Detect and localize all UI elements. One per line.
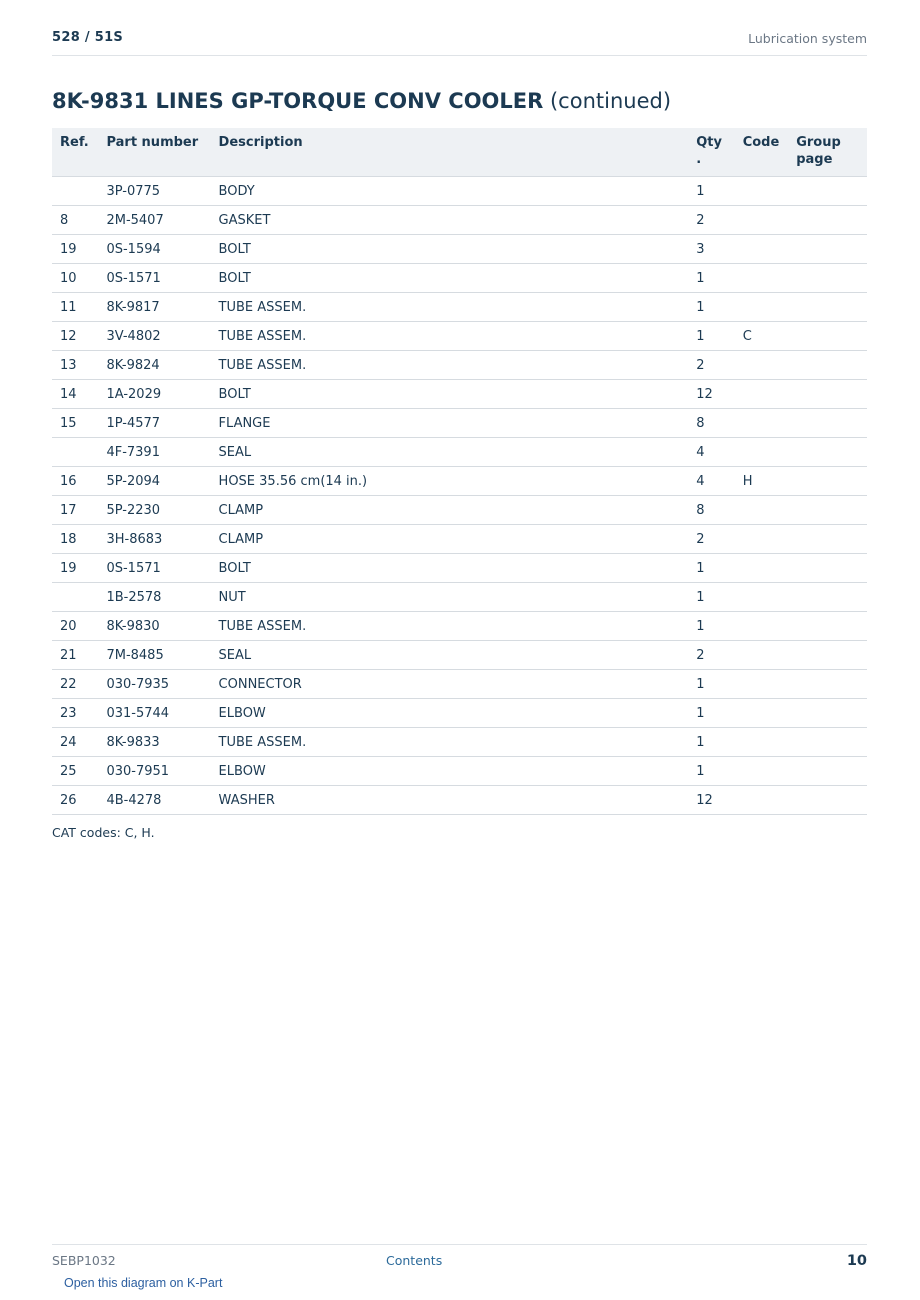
cell-description: GASKET xyxy=(211,206,689,235)
page-footer xyxy=(52,1244,867,1275)
cell-ref: 17 xyxy=(52,496,98,525)
cell-description: SEAL xyxy=(211,641,689,670)
cell-part-number: 0S-1594 xyxy=(98,235,210,264)
cell-qty: 12 xyxy=(688,786,734,815)
table-row xyxy=(52,293,867,322)
cell-ref: 16 xyxy=(52,467,98,496)
cell-ref: 22 xyxy=(52,670,98,699)
cell-part-number: 3H-8683 xyxy=(98,525,210,554)
parts-table-body xyxy=(52,177,867,815)
cell-part-number: 3P-0775 xyxy=(98,177,210,206)
cell-code xyxy=(735,525,789,554)
cell-group-page xyxy=(788,264,867,293)
table-row xyxy=(52,496,867,525)
cell-code xyxy=(735,786,789,815)
cell-code xyxy=(735,699,789,728)
cell-qty: 12 xyxy=(688,380,734,409)
page-number: 10 xyxy=(846,1253,867,1269)
table-row xyxy=(52,351,867,380)
cell-qty: 1 xyxy=(688,670,734,699)
cell-qty: 4 xyxy=(688,438,734,467)
cell-code xyxy=(735,177,789,206)
table-row xyxy=(52,757,867,786)
cell-group-page xyxy=(788,728,867,757)
title-main: 8K-9831 LINES GP-TORQUE CONV COOLER xyxy=(52,89,544,113)
parts-table xyxy=(52,128,867,815)
cell-description: TUBE ASSEM. xyxy=(211,351,689,380)
cell-description: BOLT xyxy=(211,380,689,409)
cell-part-number: 8K-9817 xyxy=(98,293,210,322)
cell-description: BOLT xyxy=(211,554,689,583)
cell-qty: 8 xyxy=(688,409,734,438)
cell-ref xyxy=(52,583,98,612)
cell-qty: 4 xyxy=(688,467,734,496)
cell-description: SEAL xyxy=(211,438,689,467)
cell-qty: 1 xyxy=(688,264,734,293)
cell-ref: 15 xyxy=(52,409,98,438)
cell-group-page xyxy=(788,409,867,438)
cell-group-page xyxy=(788,177,867,206)
table-row xyxy=(52,554,867,583)
header-code: Code xyxy=(735,128,789,177)
cell-ref: 12 xyxy=(52,322,98,351)
table-row xyxy=(52,438,867,467)
header-group-line1: Group xyxy=(796,135,841,150)
cell-part-number: 8K-9833 xyxy=(98,728,210,757)
table-row xyxy=(52,177,867,206)
cell-part-number: 031-5744 xyxy=(98,699,210,728)
cell-qty: 1 xyxy=(688,728,734,757)
table-row xyxy=(52,409,867,438)
cell-part-number: 1A-2029 xyxy=(98,380,210,409)
cell-part-number: 1B-2578 xyxy=(98,583,210,612)
page-header xyxy=(52,28,867,56)
cell-description: ELBOW xyxy=(211,699,689,728)
cell-code xyxy=(735,583,789,612)
cell-ref: 21 xyxy=(52,641,98,670)
cell-group-page xyxy=(788,525,867,554)
cell-part-number: 2M-5407 xyxy=(98,206,210,235)
header-qty xyxy=(688,128,734,177)
cell-description: WASHER xyxy=(211,786,689,815)
cell-qty: 1 xyxy=(688,554,734,583)
cell-part-number: 030-7951 xyxy=(98,757,210,786)
cell-part-number: 3V-4802 xyxy=(98,322,210,351)
table-row xyxy=(52,380,867,409)
table-row xyxy=(52,583,867,612)
cell-code xyxy=(735,380,789,409)
table-row xyxy=(52,670,867,699)
cell-group-page xyxy=(788,641,867,670)
cell-ref: 10 xyxy=(52,264,98,293)
cell-part-number: 8K-9824 xyxy=(98,351,210,380)
header-description: Description xyxy=(211,128,689,177)
cell-ref: 14 xyxy=(52,380,98,409)
cell-code xyxy=(735,496,789,525)
cell-description: HOSE 35.56 cm(14 in.) xyxy=(211,467,689,496)
cell-qty: 1 xyxy=(688,757,734,786)
cell-code xyxy=(735,554,789,583)
cell-description: FLANGE xyxy=(211,409,689,438)
cell-group-page xyxy=(788,554,867,583)
table-row xyxy=(52,235,867,264)
cell-part-number: 030-7935 xyxy=(98,670,210,699)
cell-part-number: 1P-4577 xyxy=(98,409,210,438)
cell-ref: 19 xyxy=(52,554,98,583)
cell-qty: 1 xyxy=(688,612,734,641)
cell-code xyxy=(735,438,789,467)
cell-group-page xyxy=(788,293,867,322)
header-part-number: Part number xyxy=(98,128,210,177)
cell-part-number: 4F-7391 xyxy=(98,438,210,467)
cell-code xyxy=(735,670,789,699)
cell-qty: 2 xyxy=(688,351,734,380)
table-row xyxy=(52,322,867,351)
contents-link[interactable]: Contents xyxy=(386,1253,443,1268)
cell-qty: 1 xyxy=(688,293,734,322)
cell-ref: 18 xyxy=(52,525,98,554)
cell-part-number: 7M-8485 xyxy=(98,641,210,670)
table-row xyxy=(52,264,867,293)
cell-ref xyxy=(52,438,98,467)
cell-description: TUBE ASSEM. xyxy=(211,612,689,641)
table-row xyxy=(52,612,867,641)
cell-group-page xyxy=(788,322,867,351)
cell-code xyxy=(735,264,789,293)
cell-qty: 1 xyxy=(688,699,734,728)
cell-description: BOLT xyxy=(211,235,689,264)
table-row xyxy=(52,786,867,815)
cell-description: CLAMP xyxy=(211,525,689,554)
cell-code xyxy=(735,641,789,670)
cell-qty: 1 xyxy=(688,177,734,206)
cell-group-page xyxy=(788,438,867,467)
cell-ref: 23 xyxy=(52,699,98,728)
cell-ref: 24 xyxy=(52,728,98,757)
cell-ref: 13 xyxy=(52,351,98,380)
model-numbers: 528 / 51S xyxy=(52,30,124,45)
cell-code: H xyxy=(735,467,789,496)
cell-code xyxy=(735,757,789,786)
cell-qty: 1 xyxy=(688,583,734,612)
cell-qty: 2 xyxy=(688,525,734,554)
cell-group-page xyxy=(788,757,867,786)
cell-ref xyxy=(52,177,98,206)
table-row xyxy=(52,728,867,757)
page-title xyxy=(52,89,671,113)
cell-code xyxy=(735,409,789,438)
cell-description: CLAMP xyxy=(211,496,689,525)
cell-qty: 2 xyxy=(688,206,734,235)
cell-part-number: 5P-2094 xyxy=(98,467,210,496)
cell-description: TUBE ASSEM. xyxy=(211,322,689,351)
cell-part-number: 5P-2230 xyxy=(98,496,210,525)
cell-description: CONNECTOR xyxy=(211,670,689,699)
cell-group-page xyxy=(788,670,867,699)
table-header-row xyxy=(52,128,867,177)
cell-ref: 20 xyxy=(52,612,98,641)
cell-description: TUBE ASSEM. xyxy=(211,293,689,322)
cell-part-number: 8K-9830 xyxy=(98,612,210,641)
cell-description: NUT xyxy=(211,583,689,612)
cell-description: TUBE ASSEM. xyxy=(211,728,689,757)
cell-code xyxy=(735,351,789,380)
table-row xyxy=(52,467,867,496)
cell-qty: 2 xyxy=(688,641,734,670)
table-row xyxy=(52,525,867,554)
header-ref: Ref. xyxy=(52,128,98,177)
header-group-line2: page xyxy=(796,152,833,167)
cat-codes-note: CAT codes: C, H. xyxy=(52,825,155,840)
cell-ref: 26 xyxy=(52,786,98,815)
cell-ref: 11 xyxy=(52,293,98,322)
table-row xyxy=(52,699,867,728)
cell-ref: 19 xyxy=(52,235,98,264)
cell-code xyxy=(735,235,789,264)
cell-group-page xyxy=(788,583,867,612)
cell-code xyxy=(735,293,789,322)
cell-part-number: 0S-1571 xyxy=(98,554,210,583)
cell-description: ELBOW xyxy=(211,757,689,786)
table-row xyxy=(52,641,867,670)
header-group-page xyxy=(788,128,867,177)
cell-group-page xyxy=(788,351,867,380)
section-name: Lubrication system xyxy=(748,31,867,46)
cell-code xyxy=(735,612,789,641)
cell-ref: 25 xyxy=(52,757,98,786)
title-suffix: (continued) xyxy=(549,89,672,113)
cell-group-page xyxy=(788,496,867,525)
cell-group-page xyxy=(788,786,867,815)
cell-group-page xyxy=(788,699,867,728)
cell-part-number: 4B-4278 xyxy=(98,786,210,815)
document-id: SEBP1032 xyxy=(52,1253,116,1268)
cell-code xyxy=(735,206,789,235)
cell-description: BODY xyxy=(211,177,689,206)
cell-ref: 8 xyxy=(52,206,98,235)
kpart-diagram-link[interactable]: Open this diagram on K-Part xyxy=(64,1276,223,1290)
cell-group-page xyxy=(788,612,867,641)
cell-qty: 8 xyxy=(688,496,734,525)
cell-code xyxy=(735,728,789,757)
header-qty-line2: . xyxy=(696,152,702,167)
cell-code: C xyxy=(735,322,789,351)
cell-qty: 1 xyxy=(688,322,734,351)
cell-part-number: 0S-1571 xyxy=(98,264,210,293)
table-row xyxy=(52,206,867,235)
cell-group-page xyxy=(788,380,867,409)
cell-group-page xyxy=(788,235,867,264)
cell-group-page xyxy=(788,206,867,235)
cell-group-page xyxy=(788,467,867,496)
header-qty-line1: Qty xyxy=(696,135,722,150)
cell-qty: 3 xyxy=(688,235,734,264)
cell-description: BOLT xyxy=(211,264,689,293)
